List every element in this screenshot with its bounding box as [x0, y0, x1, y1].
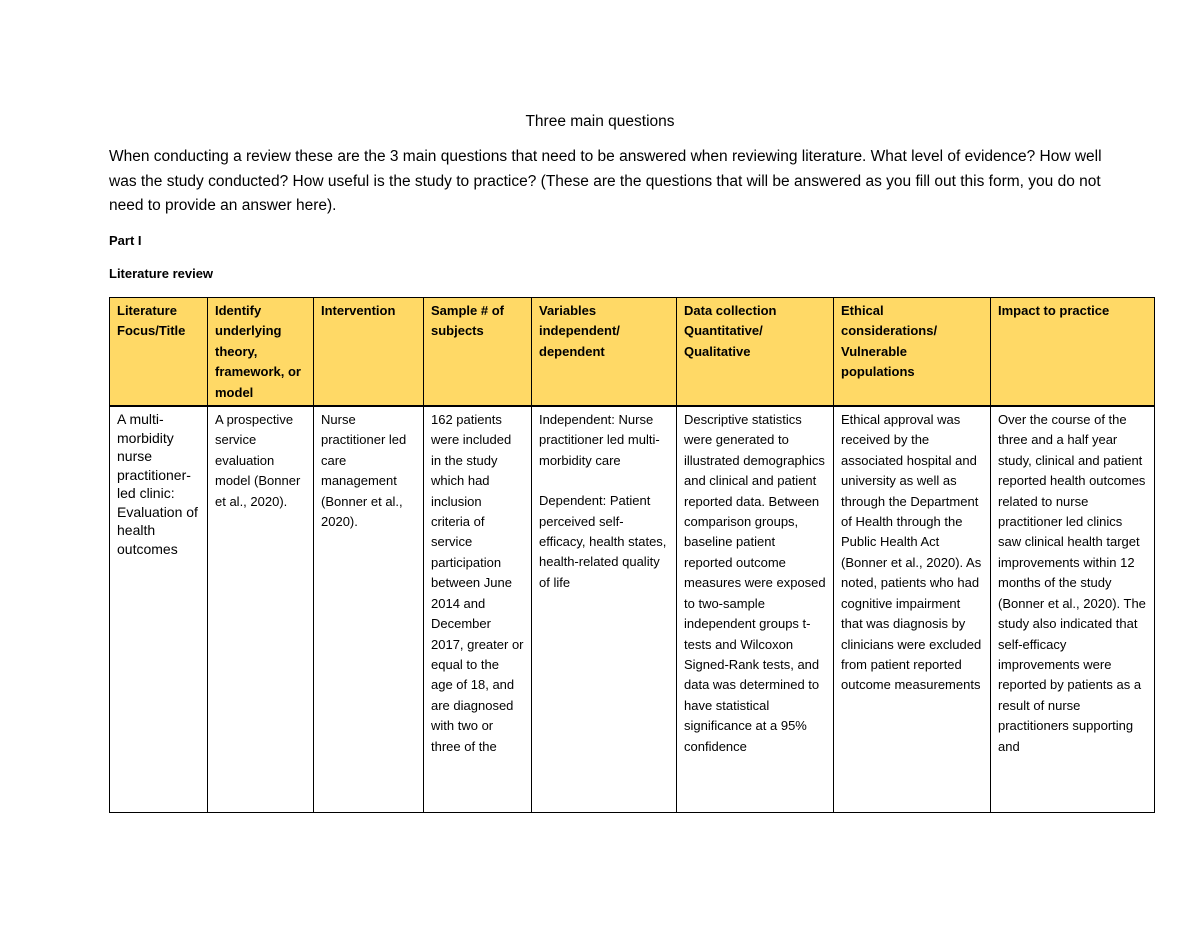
cell-intervention — [314, 406, 424, 813]
dependent-variable: Dependent: Patient perceived self-efficacy, health states, health-related quality of life — [539, 493, 667, 590]
literature-review-table — [109, 297, 1155, 813]
table-row — [110, 406, 1155, 813]
cell-sample-text: 162 patients were included in the study which had inclusion criteria of service participation between June 2014 and December 2017, greater or equal to the age of 18, and are diagnosed with two or three of the — [431, 412, 524, 754]
part-label: Part I — [109, 233, 142, 248]
cell-data-collection — [677, 406, 834, 813]
cell-ethical-text: Ethical approval was received by the associated hospital and university as well as through the Department of Health through the Public Health Act (Bonner et al., 2020). As noted, patients who had cognitive impairment that was diagnosis by clinicians were excluded from patient reported outcome measurements — [841, 412, 982, 693]
cell-title — [110, 406, 208, 813]
cell-ethical — [834, 406, 991, 813]
header-cell-ethical: Ethical considerations/ Vulnerable populations — [834, 298, 991, 407]
cell-sample — [424, 406, 532, 813]
cell-impact-text: Over the course of the three and a half year study, clinical and patient reported health outcomes related to nurse practitioner led clinics saw clinical health target improvements within 12 months of the study (Bonner et al., 2020). The study also indicated that self-efficacy improvements were reported by patients as a result of nurse practitioners supporting and — [998, 412, 1146, 754]
page-title: Three main questions — [525, 113, 675, 130]
cell-intervention-text: Nurse practitioner led care management (Bonner et al., 2020). — [321, 412, 407, 530]
cell-impact — [991, 406, 1155, 813]
cell-title-text: A multi-morbidity nurse practitioner-led clinic: Evaluation of health outcomes — [117, 411, 198, 557]
intro-paragraph: When conducting a review these are the 3 main questions that need to be answered when reviewing literature. What level of evidence? How well was the study conducted? How useful is the study to practice? (These are the questions that will be answered as you fill out this form, you do not need to provide an answer here). — [109, 148, 1102, 214]
cell-variables — [532, 406, 677, 813]
cell-data-collection-text: Descriptive statistics were generated to illustrated demographics and clinical and patient reported data. Between comparison groups, baseline patient reported outcome measures were exposed to two-sample independent groups t-tests and Wilcoxon Signed-Rank tests, and data was determined to have statistical significance at a 95% confidence — [684, 412, 826, 754]
header-cell-sample: Sample # of subjects — [424, 298, 532, 407]
header-cell-data-collection: Data collection Quantitative/ Qualitative — [677, 298, 834, 407]
cell-variables-content — [539, 410, 669, 810]
section-label: Literature review — [109, 266, 214, 281]
header-cell-literature-focus: Literature Focus/Title — [110, 298, 208, 407]
header-cell-intervention: Intervention — [314, 298, 424, 407]
header-cell-variables: Variables independent/ dependent — [532, 298, 677, 407]
independent-variable: Independent: Nurse practitioner led multi-morbidity care — [539, 412, 660, 468]
cell-theory — [208, 406, 314, 813]
table-header-row — [110, 298, 1155, 407]
header-cell-impact: Impact to practice — [991, 298, 1155, 407]
cell-theory-text: A prospective service evaluation model (Bonner et al., 2020). — [215, 412, 301, 509]
header-cell-theory: Identify underlying theory, framework, or model — [208, 298, 314, 407]
